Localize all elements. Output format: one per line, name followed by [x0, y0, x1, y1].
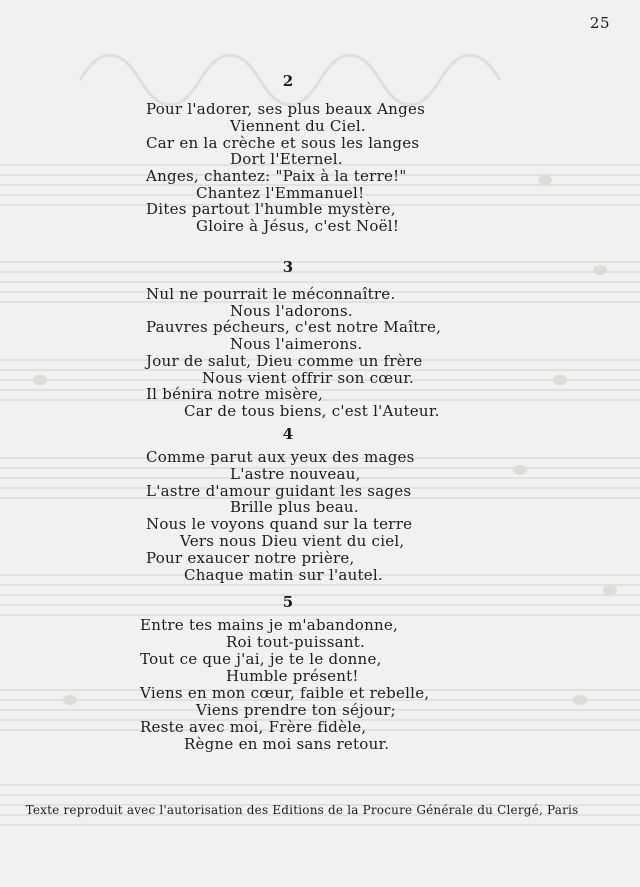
- verse-line: Pour l'adorer, ses plus beaux Anges: [146, 100, 426, 118]
- stanza-number: 3: [282, 258, 294, 276]
- verse-line: Viens prendre ton séjour;: [196, 701, 396, 719]
- verse-line: Vers nous Dieu vient du ciel,: [180, 532, 405, 550]
- verse-line: L'astre nouveau,: [230, 465, 361, 483]
- verse-line: Viens en mon cœur, faible et rebelle,: [140, 684, 430, 702]
- verse-line: Reste avec moi, Frère fidèle,: [140, 718, 367, 736]
- verse-line: Nous l'aimerons.: [230, 335, 363, 353]
- verse-line: Viennent du Ciel.: [230, 117, 366, 135]
- verse-line: Pauvres pécheurs, c'est notre Maître,: [146, 318, 442, 336]
- verse-line: Il bénira notre misère,: [146, 385, 324, 403]
- verse-line: Tout ce que j'ai, je te le donne,: [140, 650, 382, 668]
- verse-line: Jour de salut, Dieu comme un frère: [146, 352, 423, 370]
- verse-line: Nous vient offrir son cœur.: [202, 369, 415, 387]
- verse-line: Pour exaucer notre prière,: [146, 549, 355, 567]
- verse-line: Nous le voyons quand sur la terre: [146, 515, 413, 533]
- stanza-number: 5: [282, 593, 294, 611]
- verse-line: Nul ne pourrait le méconnaître.: [146, 285, 396, 303]
- verse-line: Gloire à Jésus, c'est Noël!: [196, 217, 400, 235]
- verse-line: Entre tes mains je m'abandonne,: [140, 616, 399, 634]
- copyright-footer: Texte reproduit avec l'autorisation des Editions de la Procure Générale du Clergé, Paris: [25, 803, 579, 817]
- verse-line: Chaque matin sur l'autel.: [184, 566, 383, 584]
- page-number: 25: [589, 14, 610, 32]
- verse-line: Nous l'adorons.: [230, 302, 353, 320]
- verse-line: Règne en moi sans retour.: [184, 735, 390, 753]
- stanza-number: 4: [282, 425, 294, 443]
- verse-line: Roi tout-puissant.: [226, 633, 366, 651]
- verse-line: Comme parut aux yeux des mages: [146, 448, 415, 466]
- verse-line: Brille plus beau.: [230, 498, 359, 516]
- verse-line: Car de tous biens, c'est l'Auteur.: [184, 402, 440, 420]
- verse-line: Dort l'Eternel.: [230, 150, 343, 168]
- verse-line: Humble présent!: [226, 667, 359, 685]
- verse-line: Dites partout l'humble mystère,: [146, 200, 396, 218]
- verse-line: Chantez l'Emmanuel!: [196, 184, 365, 202]
- verse-line: Anges, chantez: "Paix à la terre!": [146, 167, 407, 185]
- verse-line: Car en la crèche et sous les langes: [146, 134, 420, 152]
- verse-line: L'astre d'amour guidant les sages: [146, 482, 412, 500]
- stanza-number: 2: [282, 72, 294, 90]
